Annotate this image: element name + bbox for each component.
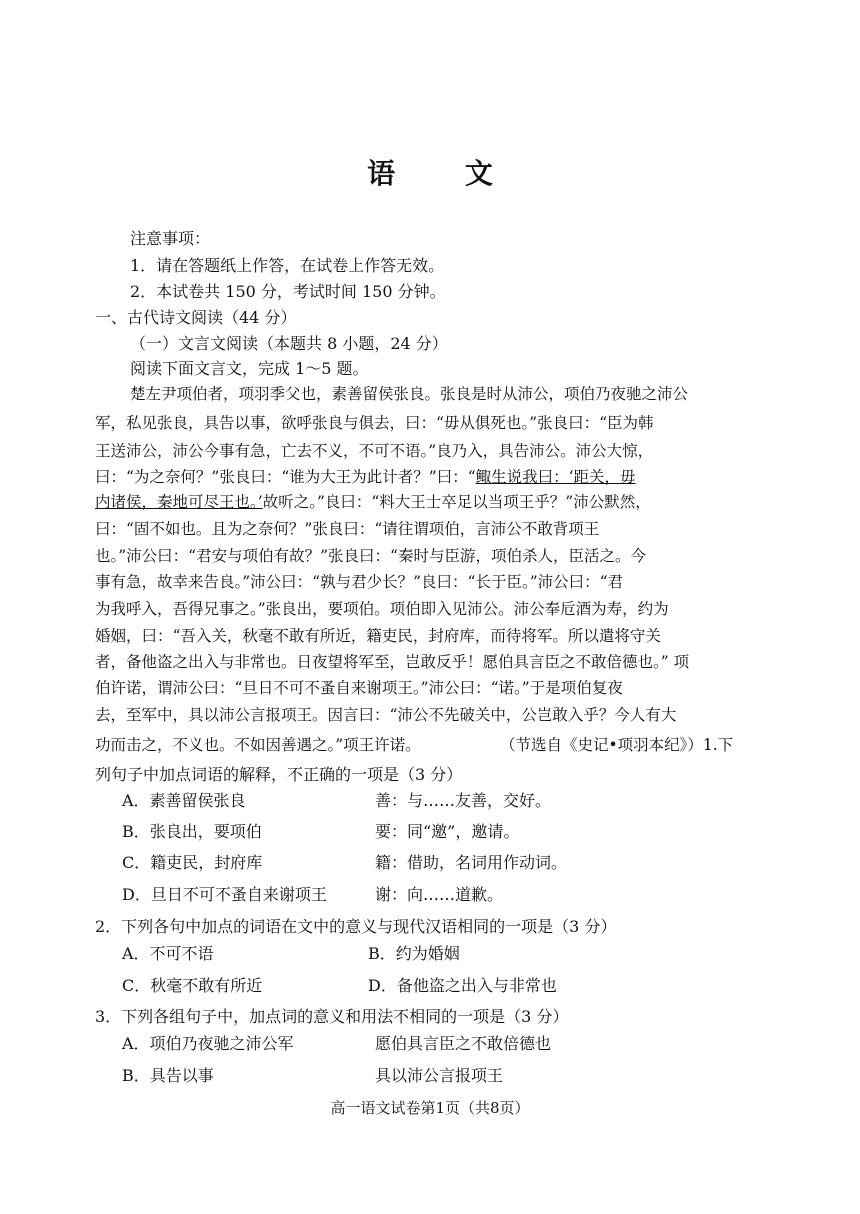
q3-option-b-right: 具以沛公言报项王 — [375, 1066, 504, 1085]
question-3-stem: 3．下列各组句子中，加点词的意义和用法不相同的一项是（3 分） — [95, 1007, 569, 1026]
passage-source: （节选自《史记•项羽本纪》）1.下 — [500, 736, 734, 754]
notice-item-1: 1．请在答题纸上作答，在试卷上作答无效。 — [130, 256, 445, 275]
notice-item-2: 2．本试卷共 150 分，考试时间 150 分钟。 — [130, 282, 446, 301]
page-title: 语 文 — [367, 157, 523, 190]
subsection-heading: （一）文言文阅读（本题共 8 小题，24 分） — [130, 334, 448, 353]
reading-instruction: 阅读下面文言文，完成 1～5 题。 — [130, 359, 369, 378]
passage-line: 事有急，故幸来告良。”沛公曰：“孰与君少长？”良曰：“长于臣。”沛公曰：“君 — [95, 573, 624, 591]
q3-option-a-right: 愿伯具言臣之不敢倍德也 — [375, 1034, 552, 1053]
q1-option-a: A．素善留侯张良 — [122, 791, 246, 810]
q2-option-d: D．备他盗之出入与非常也 — [368, 976, 557, 995]
passage-line: 王送沛公，沛公今事有急，亡去不义，不可不语。”良乃入，具告沛公。沛公大惊， — [95, 442, 654, 460]
q1-option-b-gloss: 要：同“邀”，邀请。 — [375, 822, 520, 841]
passage-line: 去，至军中，具以沛公言报项王。因言曰：“沛公不先破关中，公岂敢入乎？今人有大 — [95, 706, 677, 724]
passage-line: 军，私见张良，具告以事，欲呼张良与俱去，曰：“毋从俱死也。”张良曰：“臣为韩 — [95, 414, 654, 432]
passage-line: 曰：“固不如也。且为之奈何？”张良曰：“请往谓项伯，言沛公不敢背项王 — [95, 520, 600, 538]
q1-option-d: D．旦日不可不蚤自来谢项王 — [122, 885, 327, 904]
passage-text: 曰：“为之奈何？”张良曰：“谁为大王为此计者？”曰：“ — [95, 468, 476, 486]
q3-option-a-left: A．项伯乃夜驰之沛公军 — [122, 1034, 294, 1053]
passage-line: 也。”沛公曰：“君安与项伯有故？”张良曰：“秦时与臣游，项伯杀人，臣活之。今 — [95, 547, 646, 565]
q2-option-b: B．约为婚姻 — [368, 944, 460, 963]
q2-option-a: A．不可不语 — [122, 944, 214, 963]
q1-option-d-gloss: 谢：向……道歉。 — [375, 885, 504, 904]
q1-option-a-gloss: 善：与……友善，交好。 — [375, 791, 552, 810]
q1-option-c: C．籍吏民，封府库 — [122, 853, 263, 872]
passage-line: 功而击之，不义也。不如因善遇之。”项王许诺。 — [95, 736, 421, 754]
question-2-stem: 2．下列各句中加点的词语在文中的意义与现代汉语相同的一项是（3 分） — [95, 917, 617, 936]
page-footer: 高一语文试卷第1页（共8页） — [330, 1099, 530, 1117]
underlined-sentence: 内诸侯，秦地可尽王也。’ — [95, 493, 263, 511]
passage-line: 婚姻，曰：“吾入关，秋毫不敢有所近，籍吏民，封府库，而待将军。所以遣将守关 — [95, 627, 661, 645]
passage-line — [95, 467, 636, 487]
passage-line — [95, 492, 651, 512]
passage-line: 伯许诺，谓沛公曰：“旦日不可不蚤自来谢项王。”沛公曰：“诺。”于是项伯复夜 — [95, 679, 623, 697]
passage-line: 者，备他盗之出入与非常也。日夜望将军至，岂敢反乎！愿伯具言臣之不敢倍德也。” 项 — [95, 653, 690, 671]
question-1-stem: 列句子中加点词语的解释，不正确的一项是（3 分） — [95, 765, 463, 784]
section-heading: 一、古代诗文阅读（44 分） — [95, 308, 297, 327]
q1-option-b: B．张良出，要项伯 — [122, 822, 262, 841]
q2-option-c: C．秋毫不敢有所近 — [122, 976, 263, 995]
q1-option-c-gloss: 籍：借助，名词用作动词。 — [375, 853, 568, 872]
underlined-sentence: 鲰生说我曰：‘距关，毋 — [475, 468, 636, 486]
passage-line: 楚左尹项伯者，项羽季父也，素善留侯张良。张良是时从沛公，项伯乃夜驰之沛公 — [130, 385, 689, 403]
notice-heading: 注意事项： — [130, 229, 211, 248]
passage-line: 为我呼入，吾得兄事之。”张良出，要项伯。项伯即入见沛公。沛公奉卮酒为寿，约为 — [95, 600, 669, 618]
passage-text: 故听之。”良曰：“料大王士卒足以当项王乎？”沛公默然， — [262, 493, 651, 511]
q3-option-b-left: B．具告以事 — [122, 1066, 214, 1085]
